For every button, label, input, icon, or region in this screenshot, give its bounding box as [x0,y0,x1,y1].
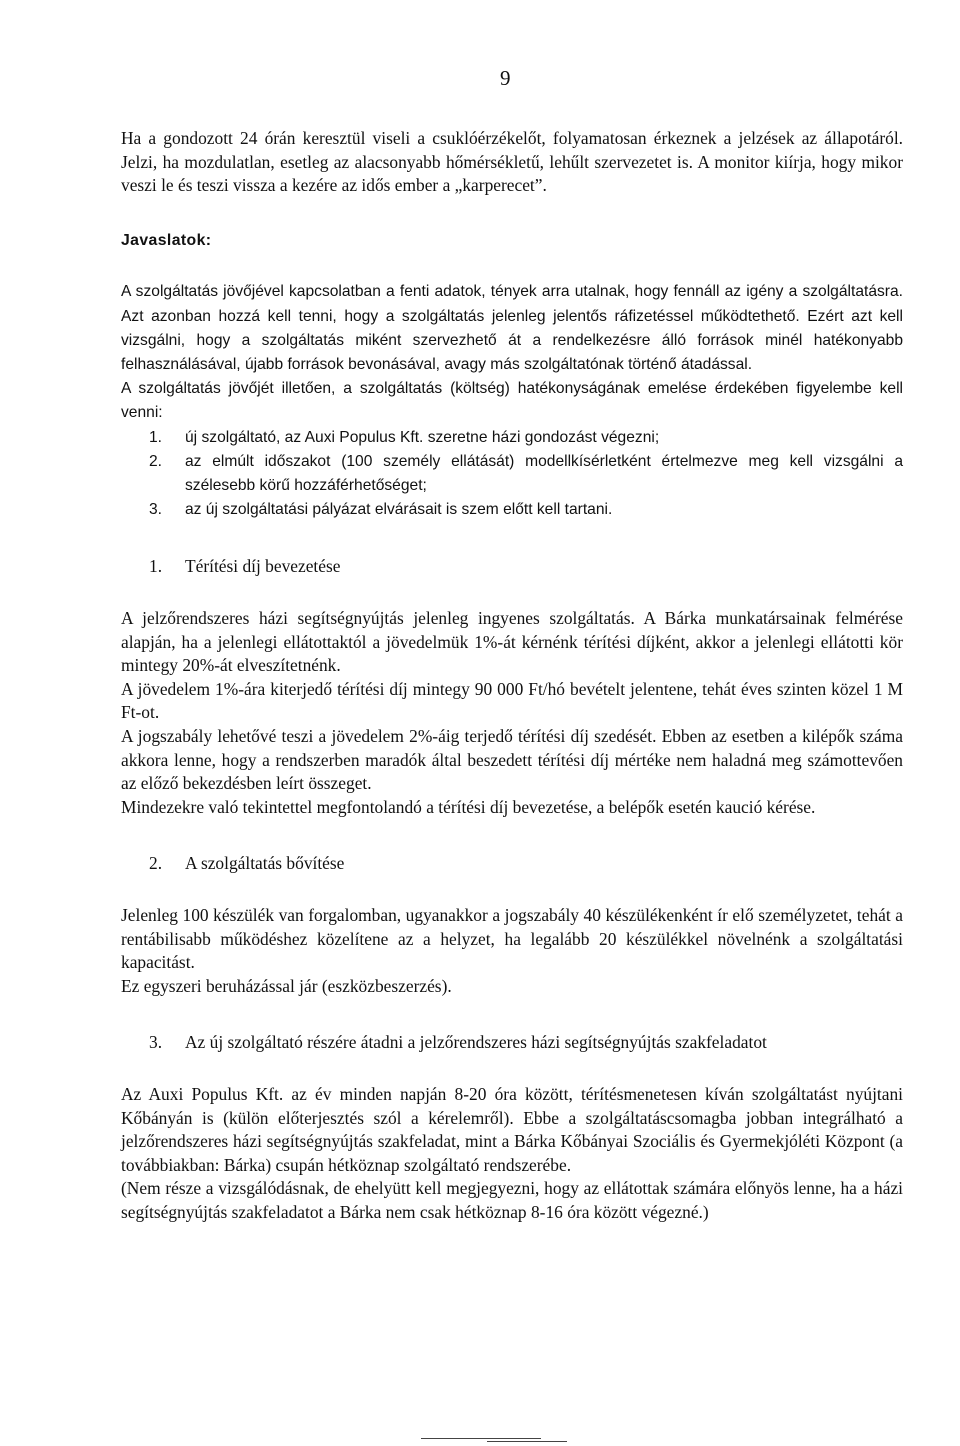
section-title-expansion [121,852,903,876]
section-title-text: Az új szolgáltató részére átadni a jelzőrendszeres házi segítségnyújtás szakfeladatot [185,1032,767,1053]
section-number: 3. [149,1032,163,1053]
section-number: 2. [149,853,163,874]
section-title-fee [121,555,903,579]
paragraph: Mindezekre való tekintettel megfontolandó a térítési díj bevezetése, a belépők esetén kaució kérése. [121,796,816,817]
paragraph: (Nem része a vizsgálódásnak, de ehelyütt kell megjegyezni, hogy az ellátottak számára előnyös lenne, ha a házi segítségnyújtás szakfeladatot a Bárka nem csak hétköznap 8-16 óra között végezné.) [121,1178,903,1222]
document-body [121,127,903,1224]
intro-paragraph: Ha a gondozott 24 órán keresztül viseli a csuklóérzékelőt, folyamatosan érkeznek a jelzések az állapotáról. Jelzi, ha mozdulatlan, esetleg az alacsonyabb hőmérsékletű, lehűlt szervezetet is. A monitor kiírja, hogy mikor veszi le és teszi vissza a kezére az idős ember a „karperecet”. [121,128,903,196]
scan-artifact-line [487,1441,567,1442]
list-item [121,498,903,522]
suggestions-paragraph: A szolgáltatás jövőjével kapcsolatban a fenti adatok, tények arra utalnak, hogy fennáll az igény a szolgáltatásra. Azt azonban hozzá kell tenni, hogy a szolgáltatás jelenleg jelentős ráfizetéssel működtethető. Ezért azt kell vizsgálni, hogy a szolgáltatás miként szervezhető át a rendelkezésre álló források minél hatékonyabb felhasználásával, újabb források bevonásával, avagy más szolgáltatónak történő átadással. [121,283,903,373]
suggestions-paragraph: A szolgáltatás jövőjét illetően, a szolgáltatás (költség) hatékonyságának emelése érdekében figyelembe kell venni: [121,380,903,422]
list-item-text: új szolgáltató, az Auxi Populus Kft. szeretne házi gondozást végezni; [185,428,660,446]
section-title-transfer [121,1031,903,1055]
section-body-transfer [121,1083,903,1225]
paragraph: Az Auxi Populus Kft. az év minden napján 8-20 óra között, térítésmenetesen kíván szolgáltatást nyújtani Kőbányán is (külön előterjesztés szól a kérelemről). Ebbe a szolgáltatáscsomagba jobban integrálható a jelzőrendszeres házi segítségnyújtás szakfeladat, mint a Bárka Kőbányai Szociális és Gyermekjóléti Központ (a továbbiakban: Bárka) csupán hétköznap szolgáltató rendszerébe. [121,1083,903,1175]
list-item [121,426,903,450]
list-item-number: 1. [149,428,163,446]
paragraph: A jelzőrendszeres házi segítségnyújtás jelenleg ingyenes szolgáltatás. A Bárka munkatársainak felmérése alapján, ha a jelenlegi ellátottaktól a jövedelmük 1%-át kérnénk térítési díjként, akkor a jelenlegi ellátotti kör mintegy 20%-át elveszítetnénk. [121,608,903,676]
list-item [121,450,903,498]
list-item-number: 3. [149,501,163,519]
paragraph: Jelenleg 100 készülék van forgalomban, ugyanakkor a jogszabály 40 készülékenként ír elő személyzetet, tehát a rentábilisabb működéshez közelítene az a helyzet, ha legalább 20 készülékkel növelnénk a szolgáltatási kapacitást. [121,904,903,973]
section-body-fee [121,607,903,819]
suggestions-list [121,426,903,523]
scan-artifact-line [421,1438,541,1439]
section-title-text: A szolgáltatás bővítése [185,853,345,874]
section-number: 1. [149,556,163,577]
page-number: 9 [500,66,511,90]
list-item-text: az elmúlt időszakot (100 személy ellátását) modellkísérletként értelmezve meg kell vizsgálni a szélesebb körű hozzáférhetőséget; [185,452,903,494]
paragraph: A jogszabály lehetővé teszi a jövedelem 2%-áig terjedő térítési díj szedését. Ebben az esetben a kilépők száma akkora lenne, hogy a rendszerben maradók által beszedett térítési díj mértéke nem haladná meg számottevően az előző bekezdésben leírt összeget. [121,725,903,794]
suggestions-heading: Javaslatok: [121,231,212,249]
section-body-expansion [121,904,903,998]
paragraph: Ez egyszeri beruházással jár (eszközbeszerzés). [121,975,452,996]
section-title-text: Térítési díj bevezetése [185,556,341,577]
paragraph: A jövedelem 1%-ára kiterjedő térítési díj mintegy 90 000 Ft/hó bevételt jelentene, tehát éves szinten közel 1 M Ft-ot. [121,678,903,723]
list-item-number: 2. [149,452,163,470]
list-item-text: az új szolgáltatási pályázat elvárásait is szem előtt kell tartani. [185,501,613,519]
